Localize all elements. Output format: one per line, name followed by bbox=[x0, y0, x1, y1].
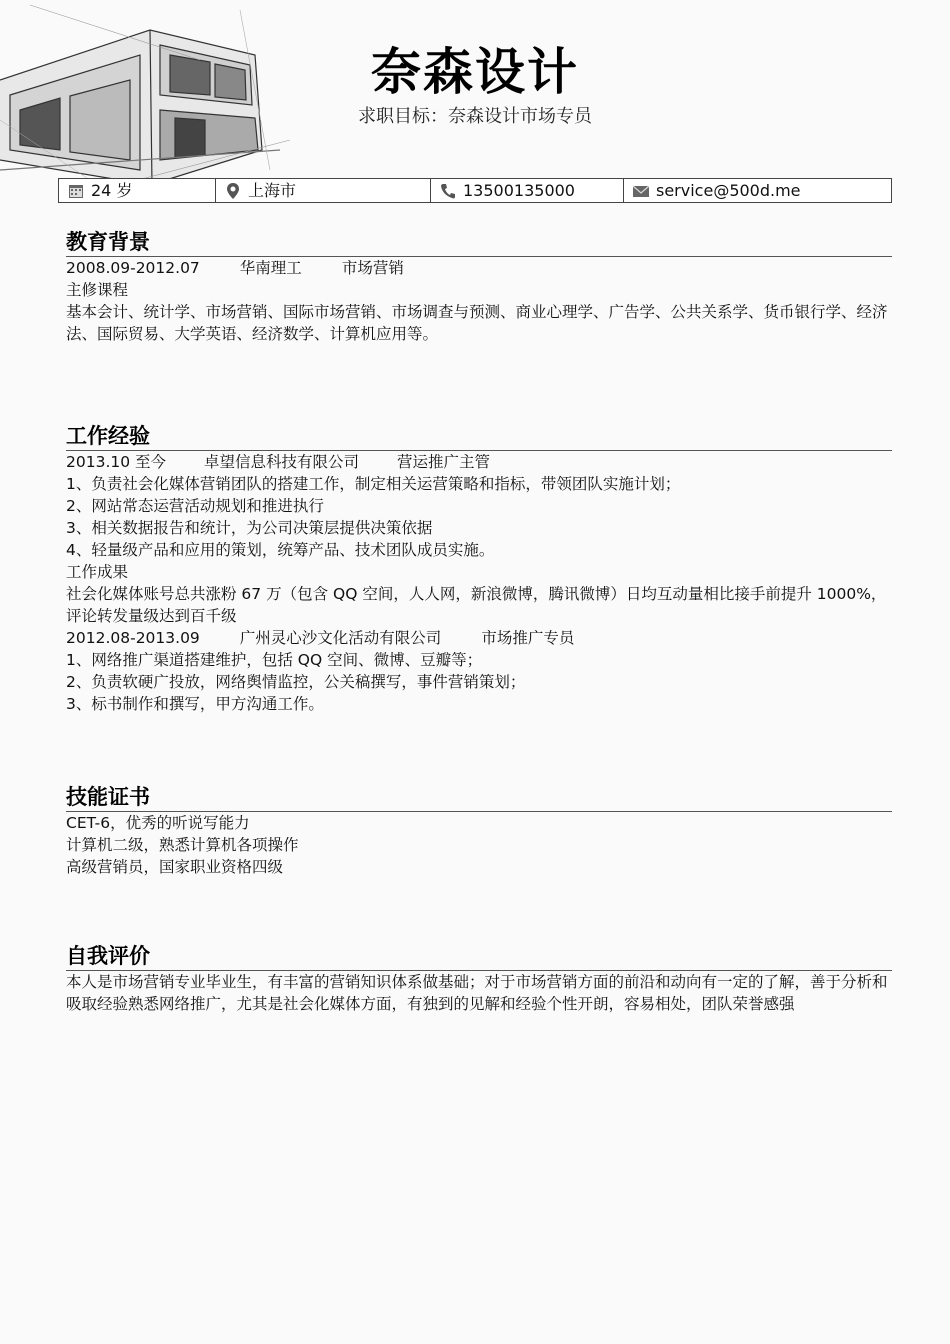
courses-label: 主修课程 bbox=[66, 281, 129, 299]
contact-age bbox=[59, 179, 216, 202]
courses-text: 基本会计、统计学、市场营销、国际市场营销、市场调查与预测、商业心理学、广告学、公共关系学、货币银行学、经济法、国际贸易、大学英语、经济数学、计算机应用等。 bbox=[66, 303, 888, 343]
job-position: 市场推广专员 bbox=[481, 629, 575, 647]
job-company: 广州灵心沙文化活动有限公司 bbox=[239, 629, 442, 647]
calendar-icon bbox=[67, 182, 85, 200]
job-company: 卓望信息科技有限公司 bbox=[204, 453, 360, 471]
skill-item: 高级营销员，国家职业资格四级 bbox=[66, 858, 284, 876]
education-section bbox=[66, 228, 892, 345]
job-objective: 求职目标：奈森设计市场专员 bbox=[358, 106, 592, 127]
school-name: 华南理工 bbox=[239, 259, 302, 277]
envelope-icon bbox=[632, 182, 650, 200]
contact-bar bbox=[58, 178, 892, 203]
education-period: 2008.09-2012.07 bbox=[66, 259, 200, 277]
self-evaluation-section bbox=[66, 942, 892, 1015]
section-title: 技能证书 bbox=[66, 783, 892, 812]
location-pin-icon bbox=[224, 182, 242, 200]
job-period: 2013.10 至今 bbox=[66, 453, 167, 471]
job-header bbox=[66, 451, 892, 473]
job-position: 营运推广主管 bbox=[397, 453, 491, 471]
contact-phone bbox=[431, 179, 624, 202]
age-text: 24 岁 bbox=[91, 181, 133, 200]
contact-city bbox=[216, 179, 431, 202]
education-header bbox=[66, 257, 892, 279]
contact-email bbox=[624, 179, 891, 202]
job-duty: 1、负责社会化媒体营销团队的搭建工作，制定相关运营策略和指标，带领团队实施计划； bbox=[66, 475, 681, 493]
phone-icon bbox=[439, 182, 457, 200]
job-duty: 1、网络推广渠道搭建维护，包括 QQ 空间、微博、豆瓣等； bbox=[66, 651, 483, 669]
section-title: 教育背景 bbox=[66, 228, 892, 257]
job-duty: 4、轻量级产品和应用的策划，统筹产品、技术团队成员实施。 bbox=[66, 541, 495, 559]
candidate-name: 奈森设计 bbox=[371, 43, 579, 101]
job-header bbox=[66, 627, 892, 649]
job-result-label: 工作成果 bbox=[66, 563, 129, 581]
skills-section bbox=[66, 783, 892, 878]
section-title: 自我评价 bbox=[66, 942, 892, 971]
job-period: 2012.08-2013.09 bbox=[66, 629, 200, 647]
section-title: 工作经验 bbox=[66, 422, 892, 451]
job-duty: 3、相关数据报告和统计，为公司决策层提供决策依据 bbox=[66, 519, 433, 537]
email-text[interactable]: service@500d.me bbox=[656, 181, 801, 200]
phone-text: 13500135000 bbox=[463, 181, 575, 200]
major-name: 市场营销 bbox=[341, 259, 404, 277]
job-duty: 2、网站常态运营活动规划和推进执行 bbox=[66, 497, 324, 515]
job-duty: 2、负责软硬广投放，网络舆情监控，公关稿撰写，事件营销策划； bbox=[66, 673, 526, 691]
job-result-text: 社会化媒体账号总共涨粉 67 万（包含 QQ 空间，人人网，新浪微博，腾讯微博）日均互动量相比接手前提升 1000%，评论转发量级达到百千级 bbox=[66, 585, 887, 625]
work-section bbox=[66, 422, 892, 715]
skill-item: 计算机二级，熟悉计算机各项操作 bbox=[66, 836, 299, 854]
city-text: 上海市 bbox=[248, 181, 297, 200]
skill-item: CET-6，优秀的听说写能力 bbox=[66, 814, 250, 832]
self-evaluation-text: 本人是市场营销专业毕业生，有丰富的营销知识体系做基础；对于市场营销方面的前沿和动向有一定的了解，善于分析和吸取经验熟悉网络推广，尤其是社会化媒体方面，有独到的见解和经验个性开朗，容易相处，团队荣誉感强 bbox=[66, 973, 888, 1013]
job-duty: 3、标书制作和撰写，甲方沟通工作。 bbox=[66, 695, 324, 713]
